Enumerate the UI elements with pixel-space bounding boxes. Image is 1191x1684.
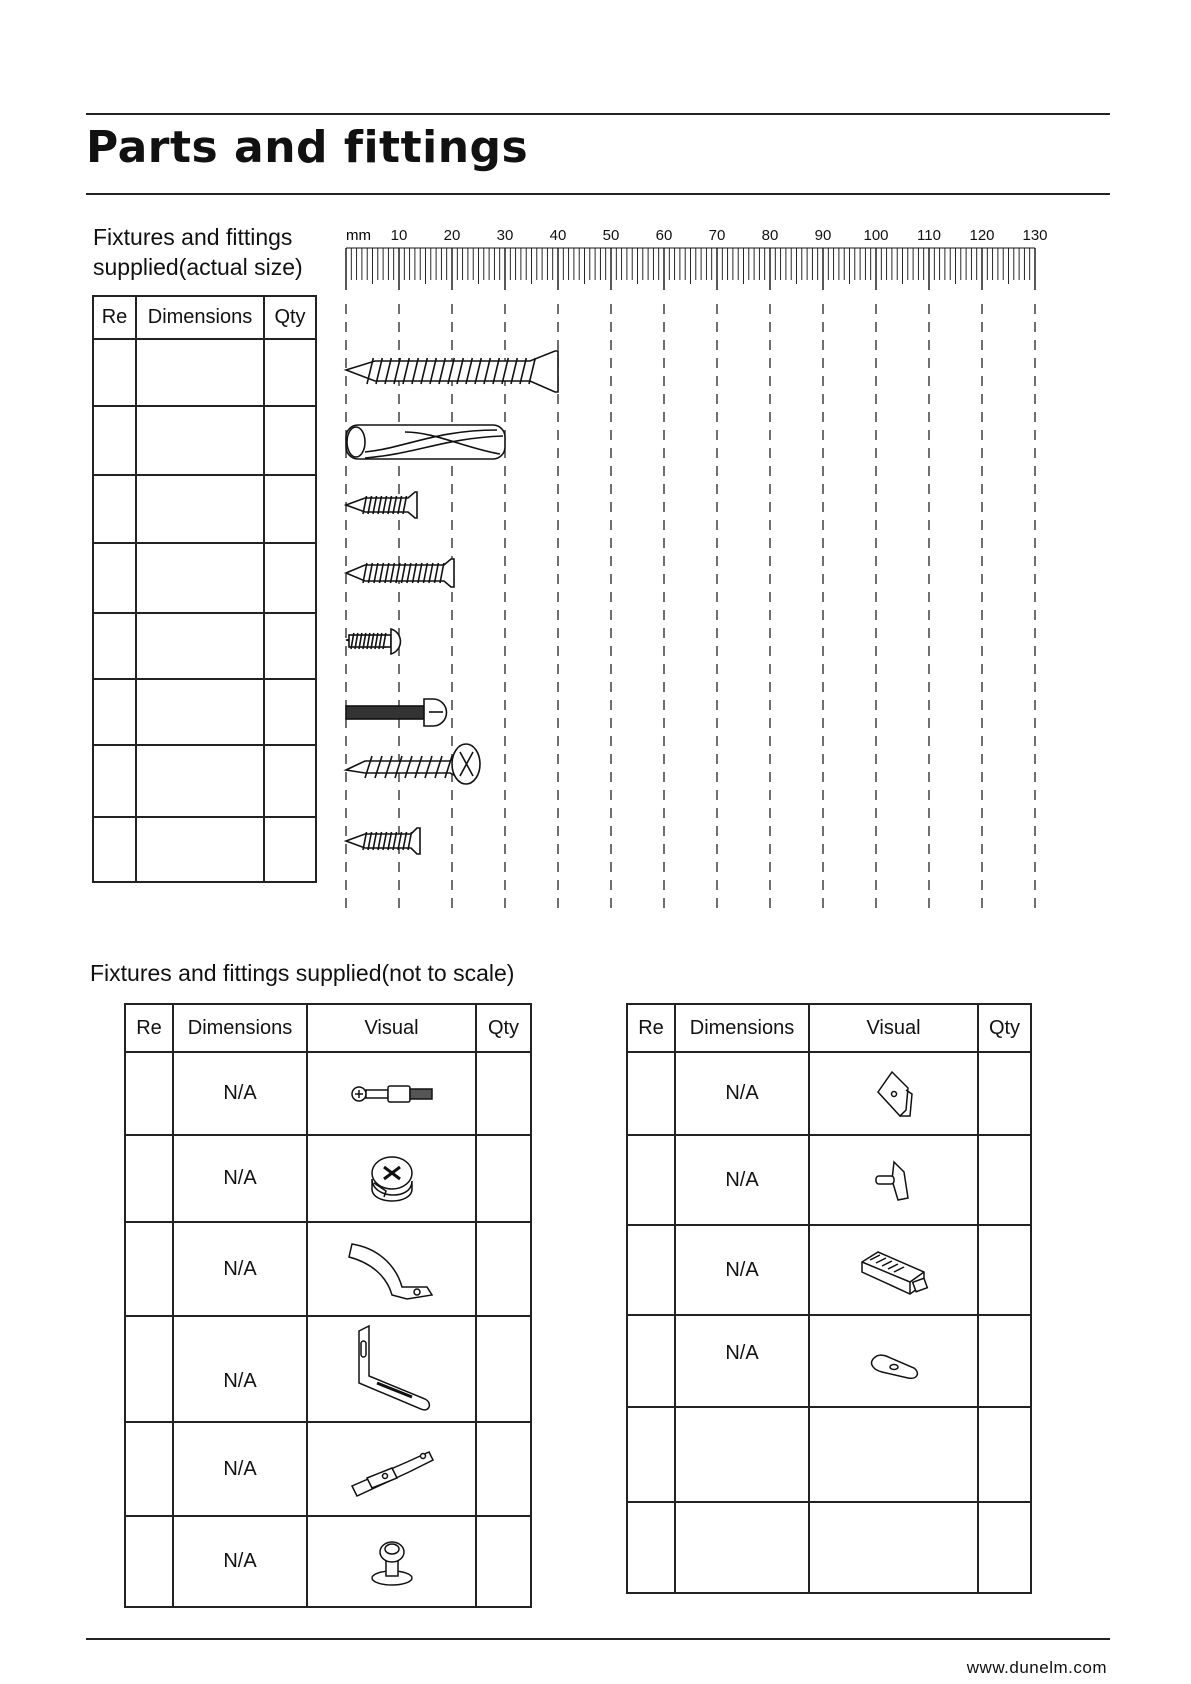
table-row [125, 1222, 531, 1316]
dimensions-cell[interactable] [136, 339, 264, 406]
ruler-tick-label: 80 [761, 227, 779, 244]
table-header-row [125, 1004, 531, 1052]
ruler-tick-label: 10 [390, 227, 408, 244]
catch-plate-icon [864, 1336, 924, 1386]
actual-size-heading [93, 222, 303, 282]
magnetic-catch-icon [854, 1240, 934, 1300]
visual-cell [307, 1516, 476, 1607]
qty-cell[interactable] [264, 543, 316, 613]
machine-bolt-16mm-icon [346, 699, 447, 726]
qty-cell[interactable] [264, 613, 316, 679]
dimensions-cell[interactable] [136, 679, 264, 745]
table-row [627, 1135, 1031, 1225]
dimensions-cell: N/A [675, 1315, 809, 1407]
actual-size-heading-line1: Fixtures and fittings [93, 224, 293, 250]
not-to-scale-left-table [124, 1003, 532, 1608]
ruler-tick-label: 100 [863, 227, 889, 244]
ruler-tick-label: 90 [814, 227, 832, 244]
shelf-support-peg-icon [864, 1150, 924, 1210]
col-re-header: Re [627, 1004, 675, 1052]
cam-lock-icon [362, 1149, 422, 1209]
hinge-plate-icon [347, 1434, 437, 1504]
qty-cell[interactable] [264, 475, 316, 543]
re-cell[interactable] [627, 1052, 675, 1135]
dimensions-cell: N/A [173, 1222, 307, 1316]
knob-icon [362, 1532, 422, 1592]
ruler-tick-label: 40 [549, 227, 567, 244]
qty-cell[interactable] [978, 1052, 1031, 1135]
table-row [627, 1225, 1031, 1315]
qty-cell[interactable] [264, 406, 316, 475]
table-row [93, 745, 316, 817]
re-cell[interactable] [627, 1502, 675, 1593]
col-dimensions-header: Dimensions [675, 1004, 809, 1052]
visual-cell [307, 1422, 476, 1516]
screw-20mm-icon [346, 559, 454, 587]
re-cell[interactable] [125, 1052, 173, 1135]
qty-cell[interactable] [978, 1502, 1031, 1593]
ruler-labels [391, 227, 1048, 244]
qty-cell[interactable] [264, 745, 316, 817]
not-to-scale-heading: Fixtures and fittings supplied(not to scale) [90, 960, 515, 986]
table-row [93, 613, 316, 679]
dimensions-cell[interactable] [675, 1407, 809, 1502]
ruler-tick-label: 60 [655, 227, 673, 244]
re-cell[interactable] [627, 1135, 675, 1225]
bottom-rule [86, 1638, 1110, 1640]
re-cell[interactable] [93, 339, 136, 406]
qty-cell[interactable] [978, 1315, 1031, 1407]
qty-cell[interactable] [476, 1422, 531, 1516]
re-cell[interactable] [125, 1422, 173, 1516]
title-rule [86, 193, 1110, 195]
col-re-header: Re [125, 1004, 173, 1052]
footer-url: www.dunelm.com [966, 1658, 1107, 1677]
table-row [125, 1516, 531, 1607]
ruler-tick-label: 50 [602, 227, 620, 244]
dimensions-cell: N/A [675, 1052, 809, 1135]
dimensions-cell[interactable] [136, 406, 264, 475]
visual-cell [809, 1135, 978, 1225]
ruler-tick-label: 110 [917, 227, 941, 244]
re-cell[interactable] [93, 817, 136, 882]
qty-cell[interactable] [476, 1135, 531, 1222]
table-row [93, 339, 316, 406]
re-cell[interactable] [93, 475, 136, 543]
col-visual-header: Visual [307, 1004, 476, 1052]
table-row [93, 475, 316, 543]
re-cell[interactable] [125, 1135, 173, 1222]
wooden-dowel-30mm-icon [346, 425, 505, 459]
re-cell[interactable] [125, 1222, 173, 1316]
ruler-tick-label: 30 [496, 227, 514, 244]
re-cell[interactable] [93, 543, 136, 613]
re-cell[interactable] [93, 679, 136, 745]
cam-bolt-icon [347, 1074, 437, 1114]
round-head-screw-10mm-icon [346, 629, 400, 654]
ruler-tick-label: 70 [708, 227, 726, 244]
ruler-tick-label: 20 [443, 227, 461, 244]
dimensions-cell[interactable] [136, 745, 264, 817]
visual-cell [809, 1052, 978, 1135]
re-cell[interactable] [627, 1225, 675, 1315]
visual-cell [809, 1502, 978, 1593]
col-qty-header: Qty [978, 1004, 1031, 1052]
qty-cell[interactable] [476, 1222, 531, 1316]
ruler-gridlines [346, 304, 1035, 908]
re-cell[interactable] [93, 745, 136, 817]
table-row [627, 1502, 1031, 1593]
dimensions-cell: N/A [675, 1135, 809, 1225]
visual-cell [809, 1315, 978, 1407]
table-header-row [93, 296, 316, 339]
col-re-header: Re [93, 296, 136, 339]
table-row [93, 817, 316, 882]
col-dimensions-header: Dimensions [136, 296, 264, 339]
qty-cell[interactable] [264, 339, 316, 406]
table-row [93, 679, 316, 745]
qty-cell[interactable] [264, 679, 316, 745]
qty-cell[interactable] [476, 1052, 531, 1135]
qty-cell[interactable] [476, 1316, 531, 1422]
dimensions-cell: N/A [173, 1135, 307, 1222]
table-row [93, 543, 316, 613]
dimensions-cell[interactable] [136, 817, 264, 882]
re-cell[interactable] [93, 613, 136, 679]
coarse-thread-screw-25mm-icon [346, 744, 480, 784]
dimensions-cell: N/A [173, 1052, 307, 1135]
qty-cell[interactable] [978, 1225, 1031, 1315]
re-cell[interactable] [627, 1407, 675, 1502]
col-qty-header: Qty [476, 1004, 531, 1052]
re-cell[interactable] [125, 1316, 173, 1422]
visual-cell [307, 1052, 476, 1135]
shelf-clip-icon [864, 1064, 924, 1124]
table-row [627, 1407, 1031, 1502]
top-rule [86, 113, 1110, 115]
mm-ruler [335, 218, 1110, 918]
visual-cell [307, 1222, 476, 1316]
actual-size-table [92, 295, 317, 883]
dimensions-cell[interactable] [675, 1502, 809, 1593]
not-to-scale-right-table [626, 1003, 1032, 1594]
table-row [125, 1422, 531, 1516]
dimensions-cell: N/A [173, 1316, 307, 1422]
dimensions-cell: N/A [675, 1225, 809, 1315]
dimensions-cell[interactable] [136, 613, 264, 679]
qty-cell[interactable] [978, 1135, 1031, 1225]
table-header-row [627, 1004, 1031, 1052]
re-cell[interactable] [627, 1315, 675, 1407]
qty-cell[interactable] [264, 817, 316, 882]
table-row [125, 1135, 531, 1222]
dimensions-cell: N/A [173, 1422, 307, 1516]
ruler-unit-label: mm [346, 227, 371, 244]
visual-cell [809, 1407, 978, 1502]
visual-cell [307, 1316, 476, 1422]
col-visual-header: Visual [809, 1004, 978, 1052]
re-cell[interactable] [93, 406, 136, 475]
small-screw-13mm-icon [346, 492, 417, 518]
dimensions-cell[interactable] [136, 543, 264, 613]
visual-cell [307, 1135, 476, 1222]
table-row [627, 1052, 1031, 1135]
table-row [93, 406, 316, 475]
col-dimensions-header: Dimensions [173, 1004, 307, 1052]
curved-bracket-icon [347, 1229, 437, 1309]
table-row [125, 1052, 531, 1135]
dimensions-cell[interactable] [136, 475, 264, 543]
actual-size-heading-line2: supplied(actual size) [93, 254, 303, 280]
table-row [125, 1316, 531, 1422]
l-bracket-icon [347, 1321, 437, 1417]
visual-cell [809, 1225, 978, 1315]
qty-cell[interactable] [476, 1516, 531, 1607]
ruler-tick-label: 120 [969, 227, 995, 244]
re-cell[interactable] [125, 1516, 173, 1607]
page-title: Parts and fittings [86, 122, 529, 173]
col-qty-header: Qty [264, 296, 316, 339]
qty-cell[interactable] [978, 1407, 1031, 1502]
table-row [627, 1315, 1031, 1407]
ruler-tick-label: 130 [1022, 227, 1048, 244]
dimensions-cell: N/A [173, 1516, 307, 1607]
ruler-minor-ticks [346, 248, 1035, 290]
small-screw-14mm-icon [346, 828, 420, 854]
